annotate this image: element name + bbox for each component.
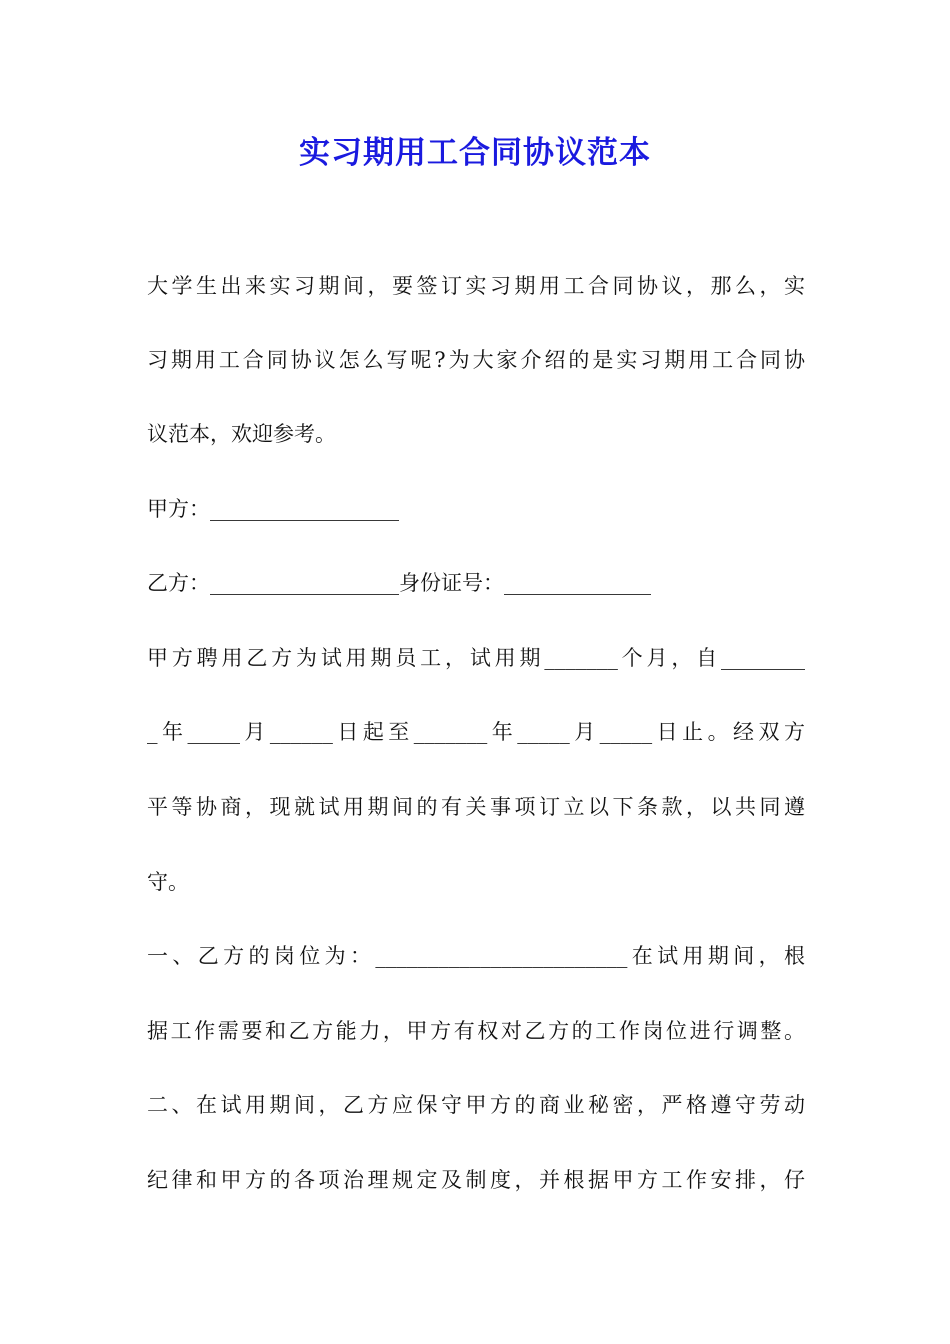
party-b-line: 乙方：__________________身份证号：______________ <box>147 571 651 595</box>
clause-one-line: 据工作需要和乙方能力，甲方有权对乙方的工作岗位进行调整。 <box>147 1019 805 1043</box>
paragraph-line: 大学生出来实习期间，要签订实习期用工合同协议，那么，实 <box>147 274 805 298</box>
paragraph-line: 议范本，欢迎参考。 <box>147 422 336 446</box>
clause-one-line: 一、乙方的岗位为：________________________在试用期间，根 <box>147 944 805 968</box>
clause-two-line: 二、在试用期间，乙方应保守甲方的商业秘密，严格遵守劳动 <box>147 1093 805 1117</box>
document-title: 实习期用工合同协议范本 <box>299 135 651 171</box>
clause-two-line: 纪律和甲方的各项治理规定及制度，并根据甲方工作安排，仔 <box>147 1168 805 1192</box>
paragraph-line: 守。 <box>147 870 189 894</box>
paragraph-line: _年_____月______日起至_______年_____月_____日止。经双方 <box>147 720 805 744</box>
paragraph-line: 甲方聘用乙方为试用期员工，试用期_______个月，自________ <box>147 646 805 670</box>
paragraph-line: 平等协商，现就试用期间的有关事项订立以下条款，以共同遵 <box>147 795 805 819</box>
party-a-line: 甲方：__________________ <box>147 497 399 521</box>
paragraph-line: 习期用工合同协议怎么写呢?为大家介绍的是实习期用工合同协 <box>147 348 805 372</box>
